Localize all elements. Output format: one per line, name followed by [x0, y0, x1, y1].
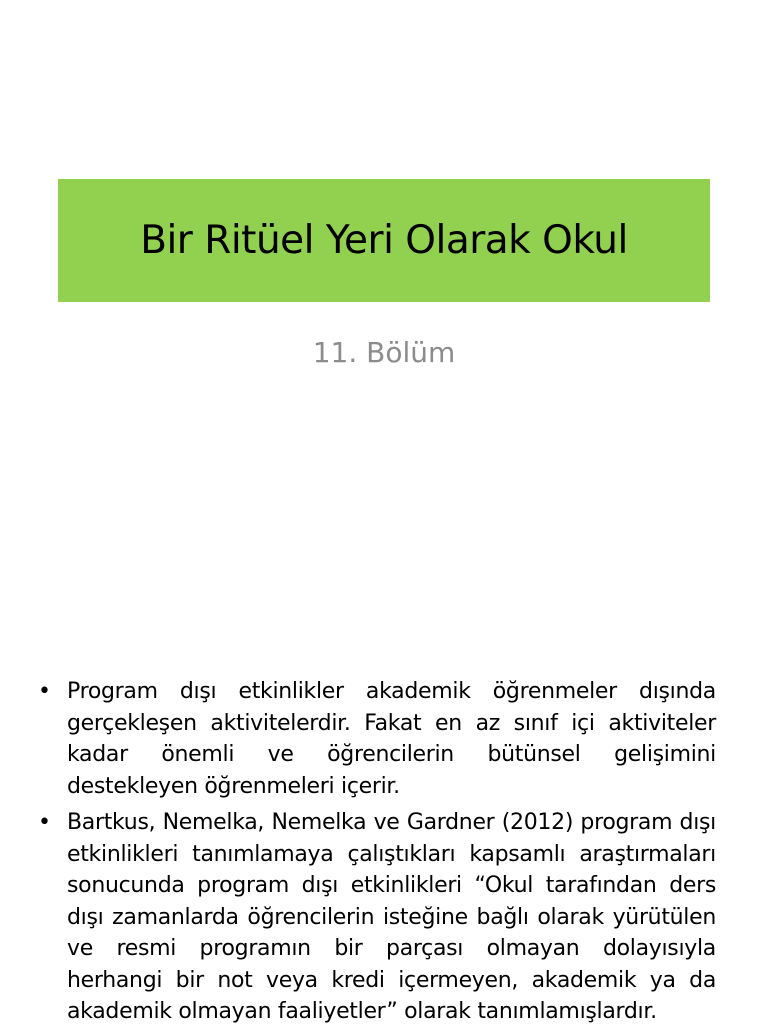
bullet-text: Bartkus, Nemelka, Nemelka ve Gardner (2012) program dışı etkinlikleri tanımlamaya çalıştıkları kapsamlı araştırmaları sonucunda program dışı etkinlikleri “Okul tarafından ders dışı zamanlarda öğrencilerin isteğine bağlı olarak yürütülen ve resmi programın bir parçası olmayan dolayısıyla herhangi bir not veya kredi içermeyen, akademik ya da akademik olmayan faaliyetler” olarak tanımlamışlardır.	[67, 810, 716, 1024]
bullet-list	[38, 676, 716, 1024]
list-item	[38, 676, 716, 802]
slide-title: Bir Ritüel Yeri Olarak Okul	[140, 218, 628, 263]
slide-subtitle: 11. Bölüm	[312, 336, 456, 369]
list-item	[38, 807, 716, 1024]
bullet-text: Program dışı etkinlikler akademik öğrenmeler dışında gerçekleşen aktivitelerdir. Fakat en az sınıf içi aktiviteler kadar önemli ve öğrencilerin bütünsel gelişimini destekleyen öğrenmeleri içerir.	[67, 679, 716, 799]
bullet-icon: •	[38, 679, 51, 704]
title-banner	[58, 179, 710, 302]
bullet-icon: •	[38, 810, 51, 835]
